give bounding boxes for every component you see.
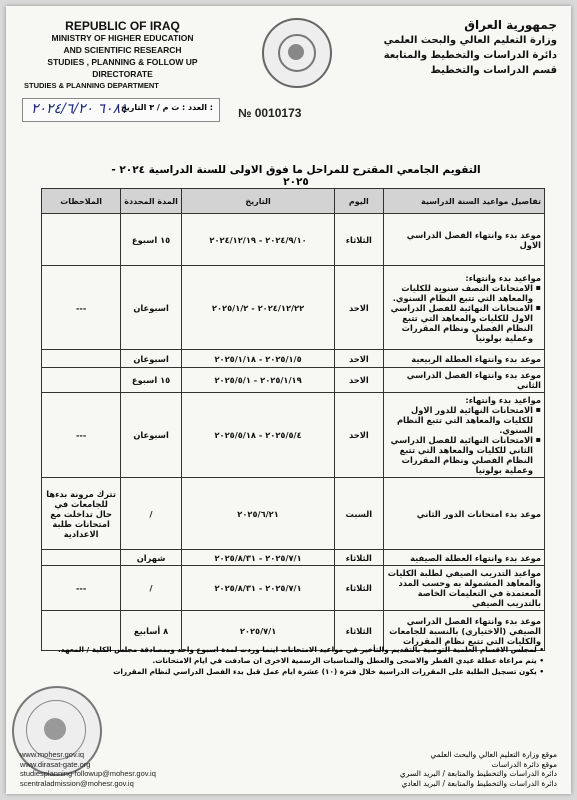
row-note: ---: [42, 393, 121, 478]
row-duration: اسبوعان: [121, 350, 182, 368]
row-date: ٢٠٢٥/٧/١: [181, 611, 334, 651]
footer-links: [20, 750, 156, 788]
row-duration: ١٥ اسبوع: [121, 368, 182, 393]
row-day: الاحد: [335, 350, 383, 368]
footer-link[interactable]: scentraladmission@mohesr.gov.iq: [20, 778, 134, 788]
row-date: ٢٠٢٥/٧/١ - ٢٠٢٥/٨/٣١: [181, 566, 334, 611]
ar-line-1: جمهورية العراق: [464, 18, 557, 32]
row-detail: [383, 393, 544, 478]
row-duration: /: [121, 566, 182, 611]
table-row: [42, 266, 545, 350]
row-date: ٢٠٢٥/١/٥ - ٢٠٢٥/١/١٨: [181, 350, 334, 368]
en-line-5: STUDIES & PLANNING DEPARTMENT: [24, 81, 159, 90]
footnote: • يتم مراعاة عطلة عيدي الفطر والاضحى والعطل والمناسبات الرسمية الاخرى ان صادفت في ايام الامتحانات.: [152, 656, 544, 665]
english-letterhead: [20, 20, 225, 92]
header-notes: الملاحظات: [42, 189, 121, 214]
row-day: الاحد: [335, 368, 383, 393]
table-row: [42, 350, 545, 368]
footer-link[interactable]: www.mohesr.gov.iq: [20, 750, 85, 759]
row-detail: مواعيد التدريب الصيفي لطلبة الكليات والمعاهد المشمولة به وحسب المدد المعتمدة في التعليمات الخاصة بالتدريب الصيفي: [383, 566, 544, 611]
row-duration: شهران: [121, 550, 182, 566]
reference-label: العدد : ت م / ٣ التاريخ :: [121, 103, 213, 112]
table-row: [42, 478, 545, 550]
footnotes: [36, 644, 544, 677]
row-detail: موعد بدء وانتهاء الفصل الدراسي الثاني: [383, 368, 544, 393]
handwritten-reference: ٦٠٨١ ٢٠٢٤/٦/٢٠: [31, 101, 128, 117]
row-date: ٢٠٢٤/٩/١٠ - ٢٠٢٤/١٢/١٩: [181, 214, 334, 266]
row-detail-title: مواعيد بدء وانتهاء:: [465, 395, 541, 405]
row-duration: ١٥ اسبوع: [121, 214, 182, 266]
footnote: • يكون تسجيل الطلبة على المقررات الدراسية خلال فترة (١٠) عشرة ايام عمل قبل بدء الفصل الدراسي لنظام المقررات: [113, 667, 544, 676]
footer-link[interactable]: www.dirasat-gate.org: [20, 759, 91, 769]
en-line-3: AND SCIENTIFIC RESEARCH: [63, 45, 182, 55]
row-day: الثلاثاء: [335, 611, 383, 651]
row-note: ---: [42, 566, 121, 611]
table-row: [42, 368, 545, 393]
row-duration: اسبوعان: [121, 266, 182, 350]
row-note: [42, 368, 121, 393]
footer-label: موقع دائرة الدراسات: [491, 759, 557, 769]
row-date: ٢٠٢٥/١/١٩ - ٢٠٢٥/٥/١: [181, 368, 334, 393]
en-line-1: REPUBLIC OF IRAQ: [65, 19, 180, 33]
row-bullet: ▪ الامتحانات النصف سنوية للكليات والمعاهد التي تتبع النظام السنوي.: [387, 283, 541, 303]
footer-label: موقع وزارة التعليم العالي والبحث العلمي: [430, 750, 557, 759]
reference-box: [22, 98, 220, 122]
table-row: [42, 214, 545, 266]
table-row: [42, 550, 545, 566]
row-note: ---: [42, 266, 121, 350]
document-number: № 0010173: [238, 106, 302, 120]
row-day: الثلاثاء: [335, 566, 383, 611]
table-row: [42, 393, 545, 478]
row-note: [42, 214, 121, 266]
ar-line-4: قسم الدراسات والتخطيط: [430, 65, 557, 76]
row-bullet: ▪ الامتحانات النهائية للفصل الدراسي الثاني للكليات والمعاهد التي تتبع النظام الفصلي ونظام المقررات وعملية بولونيا: [387, 435, 541, 475]
document-title: التقويم الجامعي المقترح للمراحل ما فوق الاولى للسنة الدراسية ٢٠٢٤ - ٢٠٢٥: [111, 164, 481, 188]
arabic-letterhead: [347, 18, 557, 78]
row-detail: [383, 266, 544, 350]
row-note: [42, 350, 121, 368]
row-duration: اسبوعان: [121, 393, 182, 478]
document-page: [6, 6, 571, 794]
header-date: التاريخ: [181, 189, 334, 214]
row-note: [42, 550, 121, 566]
ministry-logo-icon: [262, 18, 332, 88]
row-day: الاحد: [335, 266, 383, 350]
row-detail: موعد بدء وانتهاء العطلة الصيفية: [383, 550, 544, 566]
row-duration: ٨ أسابيع: [121, 611, 182, 651]
row-day: السبت: [335, 478, 383, 550]
row-bullet: ▪ الامتحانات النهائية للدور الاول للكليات والمعاهد التي تتبع النظام السنوي.: [387, 405, 541, 435]
header-day: اليوم: [335, 189, 383, 214]
row-day: الثلاثاء: [335, 550, 383, 566]
en-line-2: MINISTRY OF HIGHER EDUCATION: [51, 33, 194, 43]
row-duration: /: [121, 478, 182, 550]
row-detail: موعد بدء امتحانات الدور الثاني: [383, 478, 544, 550]
calendar-table: [41, 188, 545, 651]
row-date: ٢٠٢٥/٧/١ - ٢٠٢٥/٨/٣١: [181, 550, 334, 566]
row-bullet: ▪ الامتحانات النهائية للفصل الدراسي الاول للكليات والمعاهد التي تتبع النظام الفصلي ونظام المقررات وعملية بولونيا: [387, 303, 541, 343]
row-detail-title: مواعيد بدء وانتهاء:: [465, 272, 541, 283]
ar-line-3: دائرة الدراسات والتخطيط والمتابعة: [383, 50, 557, 61]
en-line-4: STUDIES , PLANNING & FOLLOW UP DIRECTORATE: [47, 57, 198, 79]
footer-link[interactable]: studiesplanning-followup@mohesr.gov.iq: [20, 769, 156, 778]
row-note: تترك مرونة بدءها للجامعات في حال تداخلت مع امتحانات طلبة الاعدادية: [42, 478, 121, 550]
header-duration: المدة المحددة: [121, 189, 182, 214]
row-detail: موعد بدء وانتهاء الفصل الدراسي الاول: [383, 214, 544, 266]
table-header-row: [42, 189, 545, 214]
header-details: تفاصيل مواعيد السنة الدراسية: [383, 189, 544, 214]
ar-line-2: وزارة التعليم العالي والبحث العلمي: [383, 35, 557, 46]
footer-label: دائرة الدراسات والتخطيط والمتابعة / البريد العادي: [401, 778, 557, 788]
footer-label: دائرة الدراسات والتخطيط والمتابعة / البريد السري: [399, 769, 557, 778]
row-detail: موعد بدء وانتهاء العطلة الربيعية: [383, 350, 544, 368]
footer-labels: [400, 750, 557, 788]
row-date: ٢٠٢٥/٥/٤ - ٢٠٢٥/٥/١٨: [181, 393, 334, 478]
row-day: الثلاثاء: [335, 214, 383, 266]
row-date: ٢٠٢٥/٦/٢١: [181, 478, 334, 550]
row-day: الاحد: [335, 393, 383, 478]
footnote: • لمجلس الاقسام العلمية التوصية بالتقديم والتأخير في مواعيد الامتحانات اينما وردت لمدة اسبوع واحد وبمصادقة مجلس الكلية / المعهد.: [57, 645, 544, 654]
row-detail: موعد بدء وانتهاء الفصل الدراسي الصيفي (الاختياري) بالنسبة للجامعات والكليات التي تتبع نظام المقررات: [383, 611, 544, 651]
row-date: ٢٠٢٤/١٢/٢٢ - ٢٠٢٥/١/٢: [181, 266, 334, 350]
table-row: [42, 566, 545, 611]
